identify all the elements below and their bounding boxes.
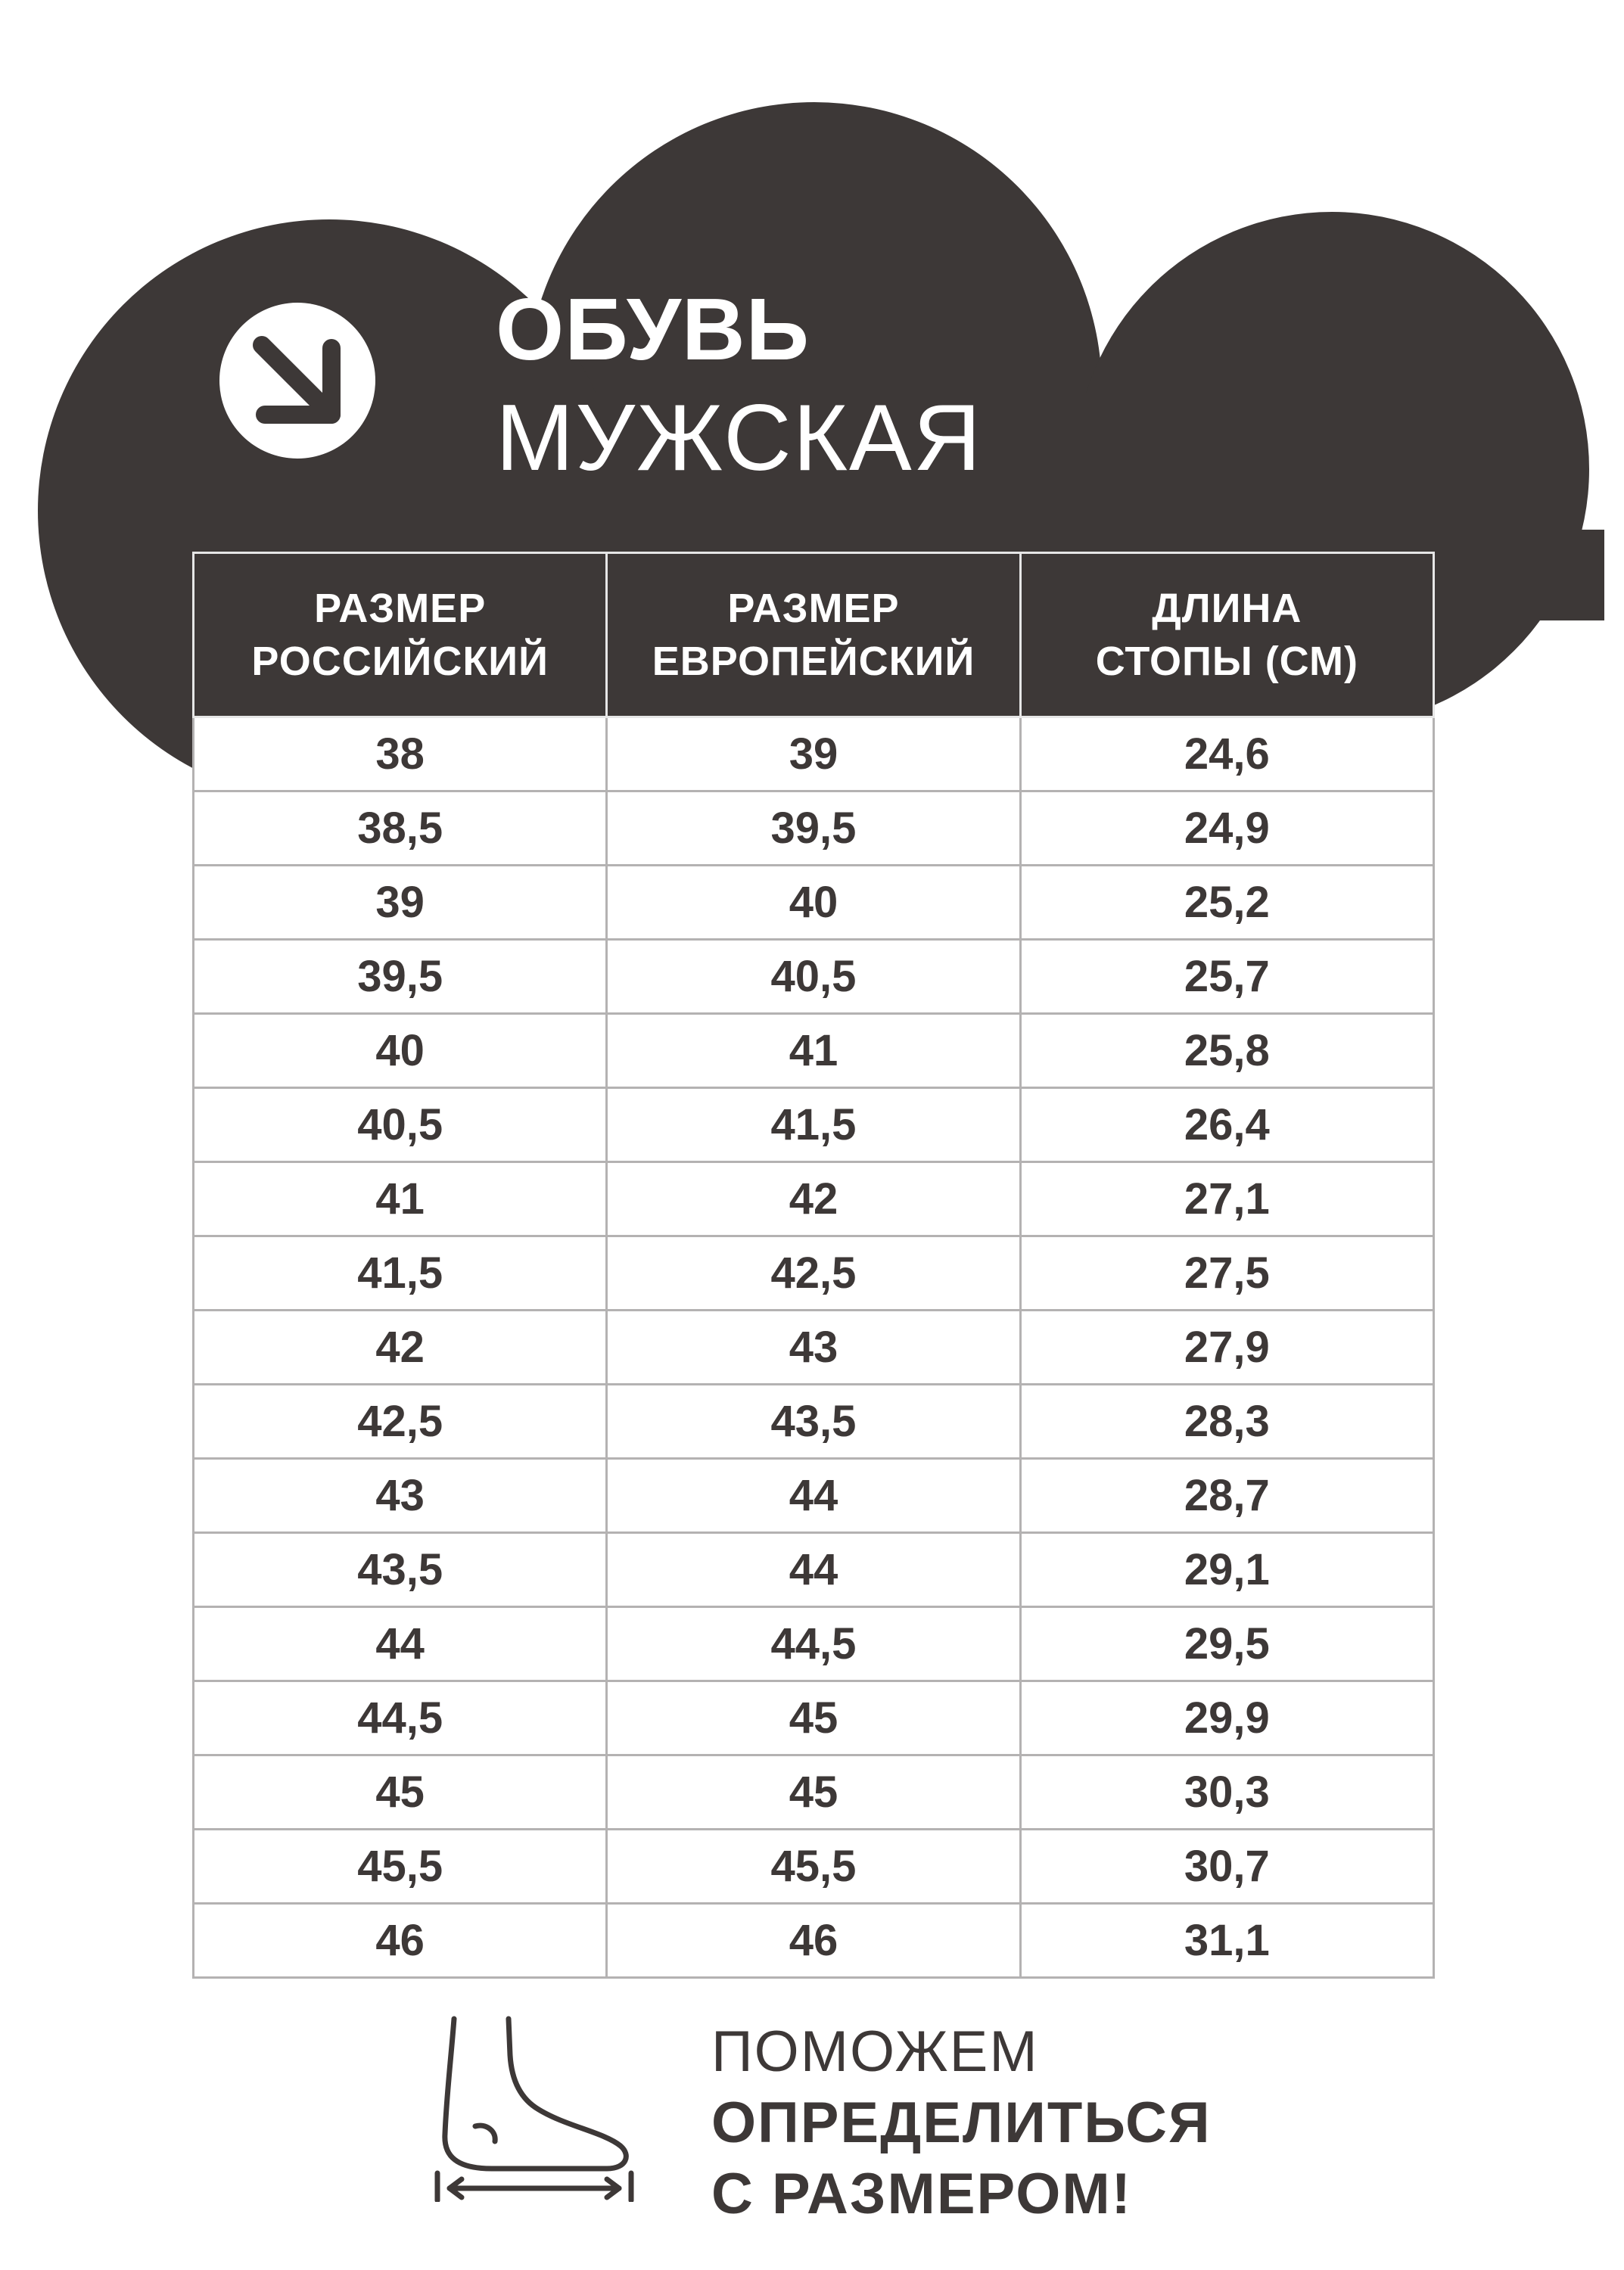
- cell-russian-size: 39,5: [194, 940, 607, 1014]
- arrow-down-right-circle-icon: [218, 301, 377, 460]
- column-header-line: РАЗМЕР: [314, 586, 487, 631]
- cell-foot-length: 25,7: [1020, 940, 1433, 1014]
- table-row: [194, 1311, 1434, 1385]
- cell-russian-size: 42: [194, 1311, 607, 1385]
- help-line: ПОМОЖЕМ: [711, 2020, 1039, 2084]
- table-row: [194, 1681, 1434, 1755]
- table-row: [194, 940, 1434, 1014]
- cell-european-size: 45,5: [607, 1830, 1020, 1904]
- cell-european-size: 41,5: [607, 1088, 1020, 1162]
- cell-european-size: 45: [607, 1755, 1020, 1830]
- help-line: С РАЗМЕРОМ!: [711, 2162, 1132, 2226]
- cell-foot-length: 31,1: [1020, 1904, 1433, 1978]
- cell-russian-size: 45: [194, 1755, 607, 1830]
- column-header-line: РАЗМЕР: [727, 586, 900, 631]
- table-row: [194, 866, 1434, 940]
- help-message: [711, 2017, 1212, 2230]
- cell-russian-size: 41,5: [194, 1236, 607, 1311]
- cell-russian-size: 46: [194, 1904, 607, 1978]
- page-subtitle: МУЖСКАЯ: [496, 386, 983, 490]
- cell-european-size: 43,5: [607, 1385, 1020, 1459]
- column-header-european-size: [607, 553, 1020, 717]
- column-header-line: ДЛИНА: [1152, 586, 1302, 631]
- cell-european-size: 43: [607, 1311, 1020, 1385]
- cell-foot-length: 26,4: [1020, 1088, 1433, 1162]
- cell-russian-size: 43: [194, 1459, 607, 1533]
- table-row: [194, 1755, 1434, 1830]
- cell-russian-size: 44,5: [194, 1681, 607, 1755]
- table-body: [194, 717, 1434, 1978]
- table-row: [194, 1385, 1434, 1459]
- cell-russian-size: 40: [194, 1014, 607, 1088]
- cell-european-size: 44: [607, 1459, 1020, 1533]
- table-row: [194, 1459, 1434, 1533]
- cell-russian-size: 40,5: [194, 1088, 607, 1162]
- table-row: [194, 1236, 1434, 1311]
- cell-european-size: 44: [607, 1533, 1020, 1607]
- cell-russian-size: 42,5: [194, 1385, 607, 1459]
- cell-european-size: 40: [607, 866, 1020, 940]
- cell-european-size: 39,5: [607, 791, 1020, 866]
- cell-russian-size: 44: [194, 1607, 607, 1681]
- cell-european-size: 39: [607, 717, 1020, 791]
- table-row: [194, 717, 1434, 791]
- page-title: ОБУВЬ: [496, 280, 810, 378]
- cell-european-size: 44,5: [607, 1607, 1020, 1681]
- cell-foot-length: 30,3: [1020, 1755, 1433, 1830]
- cell-foot-length: 29,5: [1020, 1607, 1433, 1681]
- table-row: [194, 1904, 1434, 1978]
- cell-foot-length: 24,9: [1020, 791, 1433, 866]
- table-row: [194, 1088, 1434, 1162]
- cell-russian-size: 38: [194, 717, 607, 791]
- cell-foot-length: 30,7: [1020, 1830, 1433, 1904]
- cell-european-size: 42: [607, 1162, 1020, 1236]
- cell-foot-length: 24,6: [1020, 717, 1433, 791]
- table-row: [194, 791, 1434, 866]
- table-header-row: [194, 553, 1434, 717]
- cell-foot-length: 25,8: [1020, 1014, 1433, 1088]
- cell-foot-length: 25,2: [1020, 866, 1433, 940]
- cell-foot-length: 29,9: [1020, 1681, 1433, 1755]
- column-header-foot-length: [1020, 553, 1433, 717]
- cell-russian-size: 39: [194, 866, 607, 940]
- cell-russian-size: 41: [194, 1162, 607, 1236]
- table-row: [194, 1830, 1434, 1904]
- column-header-line: РОССИЙСКИЙ: [251, 639, 549, 684]
- table-row: [194, 1607, 1434, 1681]
- cell-foot-length: 28,7: [1020, 1459, 1433, 1533]
- cell-foot-length: 27,5: [1020, 1236, 1433, 1311]
- cell-european-size: 46: [607, 1904, 1020, 1978]
- column-header-line: СТОПЫ (СМ): [1095, 639, 1358, 684]
- cell-russian-size: 45,5: [194, 1830, 607, 1904]
- cell-european-size: 40,5: [607, 940, 1020, 1014]
- table-row: [194, 1533, 1434, 1607]
- cell-european-size: 41: [607, 1014, 1020, 1088]
- size-table: [192, 552, 1435, 1979]
- cell-foot-length: 27,9: [1020, 1311, 1433, 1385]
- cell-russian-size: 43,5: [194, 1533, 607, 1607]
- foot-measure-icon: [431, 2013, 643, 2202]
- table-row: [194, 1014, 1434, 1088]
- column-header-russian-size: [194, 553, 607, 717]
- table-row: [194, 1162, 1434, 1236]
- cell-russian-size: 38,5: [194, 791, 607, 866]
- cell-foot-length: 27,1: [1020, 1162, 1433, 1236]
- help-line: ОПРЕДЕЛИТЬСЯ: [711, 2091, 1212, 2155]
- cell-foot-length: 29,1: [1020, 1533, 1433, 1607]
- cell-european-size: 42,5: [607, 1236, 1020, 1311]
- cell-european-size: 45: [607, 1681, 1020, 1755]
- cell-foot-length: 28,3: [1020, 1385, 1433, 1459]
- column-header-line: ЕВРОПЕЙСКИЙ: [652, 639, 975, 684]
